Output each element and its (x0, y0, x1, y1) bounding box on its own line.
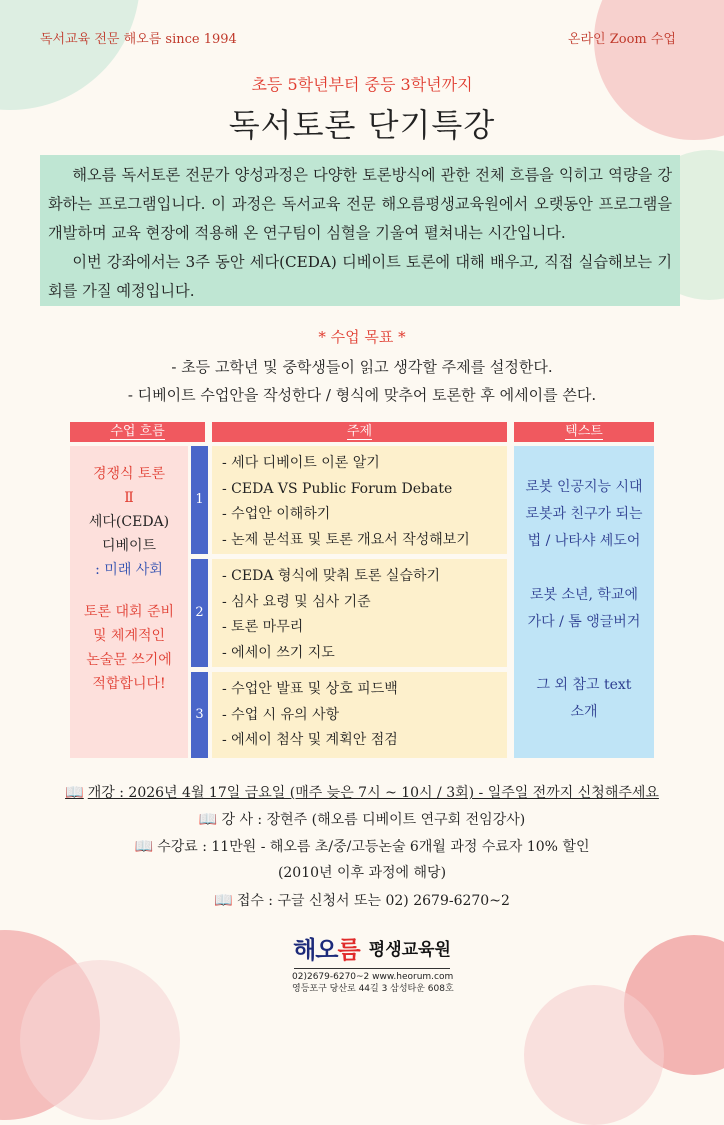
application-info: 📖 접수 : 구글 신청서 또는 02) 2679-6270~2 (214, 891, 510, 909)
book-icon: 📖 (214, 891, 233, 909)
topic-item: - 세다 디베이트 이론 알기 (222, 455, 380, 471)
fee-note: (2010년 이후 과정에 해당) (277, 865, 447, 881)
week-3-topics (212, 672, 507, 758)
flow-line: 논술문 쓰기에 (86, 652, 172, 668)
intro-paragraph-2: 이번 강좌에서는 3주 동안 세다(CEDA) 디베이트 토론에 대해 배우고, 직접 실습해보는 기회를 가질 예정입니다. (48, 253, 672, 300)
intro-paragraph-1: 해오름 독서토론 전문가 양성과정은 다양한 토론방식에 관한 전체 흐름을 익히고 역량을 강화하는 프로그램입니다. 이 과정은 독서교육 전문 해오름평생교육원에서 오랫동안 프로그램을 개발하며 교육 현장에 적용해 온 연구팀이 심혈을 기울여 펼쳐내는 시간입니다. (48, 166, 672, 242)
week-1-topics (212, 446, 507, 554)
logo-mark: 해오름 (293, 935, 360, 964)
topic-item: - 수업안 이해하기 (222, 506, 331, 522)
decorative-circle (524, 985, 664, 1125)
flow-line: : 미래 사회 (95, 562, 163, 578)
week-number: 1 (191, 446, 208, 554)
topic-item: - 논제 분석표 및 토론 개요서 작성해보기 (222, 531, 470, 548)
reference-text-3: 그 외 참고 text 소개 (536, 677, 632, 720)
flow-line: 디베이트 (101, 538, 157, 554)
lecturer-info: 📖 강 사 : 장현주 (해오름 디베이트 연구회 전임강사) (198, 810, 526, 828)
topic-item: - CEDA VS Public Forum Debate (222, 480, 453, 497)
topic-item: - 토론 마무리 (222, 619, 304, 635)
topic-item: - CEDA 형식에 맞춰 토론 실습하기 (222, 568, 441, 584)
contact-info: 02)2679-6270~2 www.heorum.com (292, 972, 454, 982)
table-header-text: 텍스트 (514, 422, 654, 442)
goal-item: - 초등 고학년 및 중학생들이 읽고 생각할 주제를 설정한다. (171, 358, 553, 376)
header-tagline: 독서교육 전문 해오름 since 1994 (40, 32, 237, 47)
address: 영등포구 당산로 44길 3 삼성타운 608호 (292, 984, 454, 994)
week-number: 3 (191, 672, 208, 758)
book-icon: 📖 (134, 837, 154, 855)
flow-line: 세다(CEDA) (88, 514, 170, 530)
topic-item: - 에세이 쓰기 지도 (222, 644, 335, 661)
week-2-topics (212, 559, 507, 667)
logo-name: 평생교육원 (368, 940, 451, 960)
week-number: 2 (191, 559, 208, 667)
opening-date: 📖 개강 : 2026년 4월 17일 금요일 (매주 늦은 7시 ~ 10시 / 3회) - 일주일 전까지 신청해주세요 (65, 783, 659, 801)
decorative-circle (20, 960, 180, 1120)
goals-heading: * 수업 목표 * (318, 328, 406, 346)
flow-line: 토론 대회 준비 (83, 604, 175, 620)
book-icon: 📖 (198, 810, 218, 828)
target-grades: 초등 5학년부터 중등 3학년까지 (251, 75, 473, 94)
intro-box (40, 155, 680, 306)
page-title: 독서토론 단기특강 (228, 106, 496, 144)
topic-item: - 수업 시 유의 사항 (222, 706, 340, 723)
institute-logo (292, 930, 452, 1000)
logo-divider (294, 968, 450, 969)
header-online-label: 온라인 Zoom 수업 (567, 32, 676, 47)
reference-text-1: 로봇 인공지능 시대 로봇과 친구가 되는 법 / 나타샤 셰도어 (525, 479, 643, 549)
book-icon: 📖 (65, 783, 84, 801)
reference-text-2: 로봇 소년, 학교에 가다 / 톰 앵글버거 (527, 587, 641, 630)
fee-info: 📖 수강료 : 11만원 - 해오름 초/중/고등논술 6개월 과정 수료자 10% 할인 (134, 837, 590, 855)
flow-line: Ⅱ (124, 490, 134, 506)
goal-item: - 디베이트 수업안을 작성한다 / 형식에 맞추어 토론한 후 에세이를 쓴다. (127, 386, 597, 404)
flow-line: 적합합니다! (92, 676, 166, 692)
topic-item: - 심사 요령 및 심사 기준 (222, 593, 371, 610)
topic-item: - 수업안 발표 및 상호 피드백 (222, 681, 398, 697)
reference-texts-cell (514, 446, 654, 758)
table-header-flow: 수업 흐름 (70, 422, 205, 442)
topic-item: - 에세이 첨삭 및 계획안 점검 (222, 732, 398, 748)
course-flow-cell (70, 446, 188, 758)
table-header-topic: 주제 (212, 422, 507, 442)
flow-line: 및 체계적인 (92, 628, 166, 644)
flow-line: 경쟁식 토론 (92, 466, 166, 482)
